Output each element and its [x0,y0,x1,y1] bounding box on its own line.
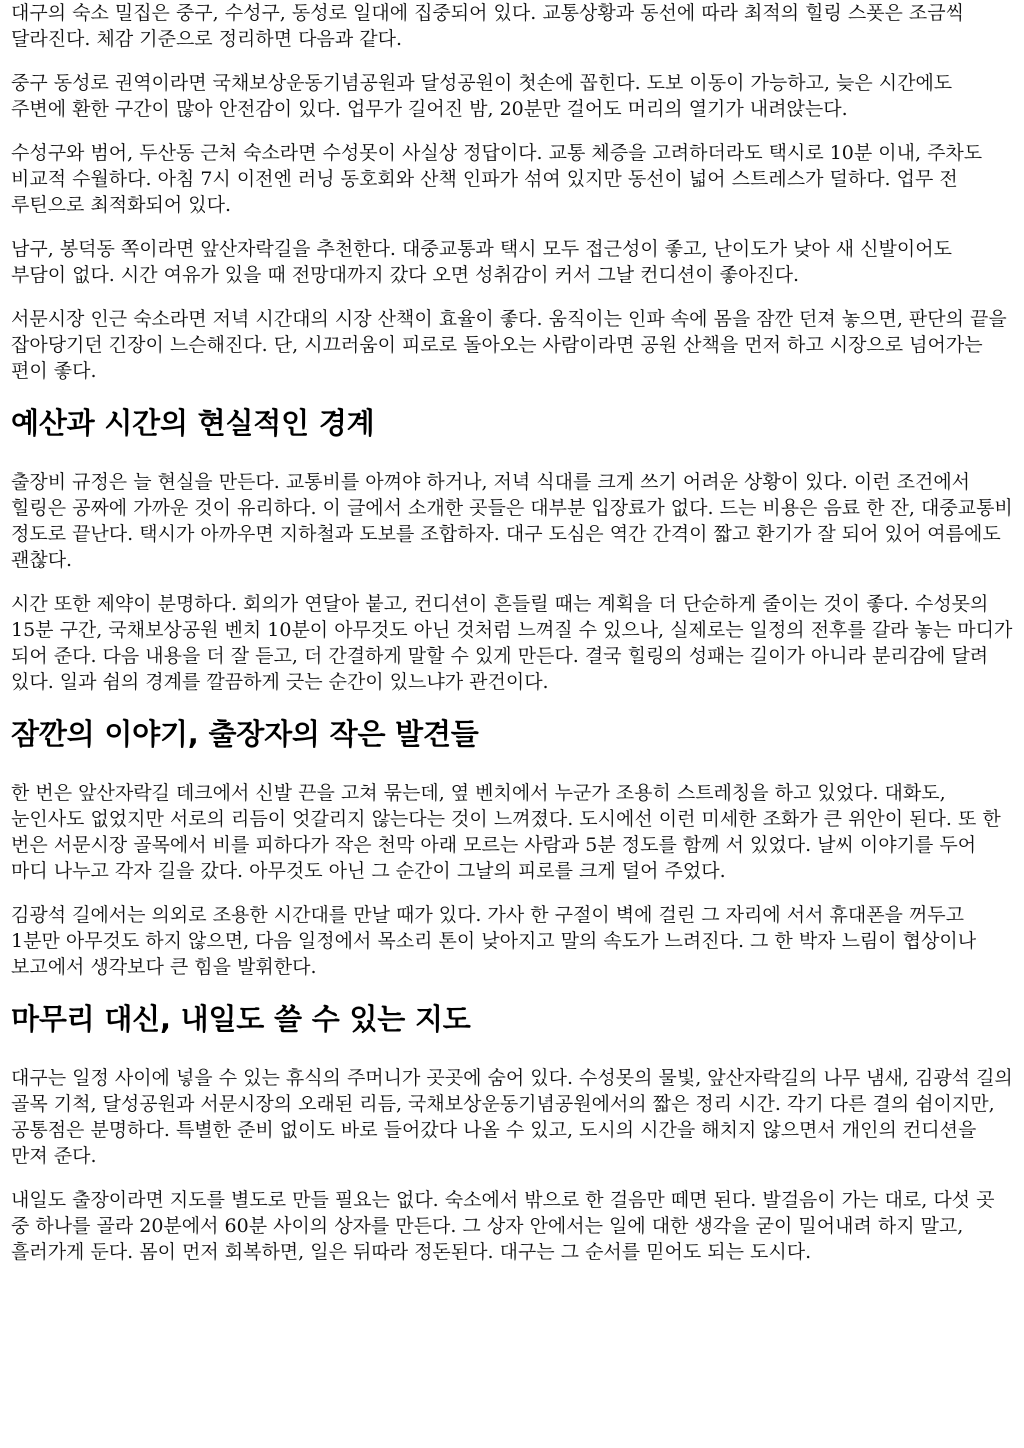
budget-paragraph-1: 출장비 규정은 늘 현실을 만든다. 교통비를 아껴야 하거나, 저녁 식대를 크게 쓰기 어려운 상황이 있다. 이런 조건에서 힐링은 공짜에 가까운 것이 유리하다. 이 글에서 소개한 곳들은 대부분 입장료가 없다. 드는 비용은 음료 한 잔, 대중교통비 정도로 끝난다. 택시가 아까우면 지하철과 도보를 조합하자. 대구 도심은 역간 간격이 짧고 환기가 잘 되어 있어 여름에도 괜찮다. [11,471,1013,571]
discoveries-paragraph-2: 김광석 길에서는 의외로 조용한 시간대를 만날 때가 있다. 가사 한 구절이 벽에 걸린 그 자리에 서서 휴대폰을 꺼두고 1분만 아무것도 하지 않으면, 다음 일정에서 목소리 톤이 낮아지고 말의 속도가 느려진다. 그 한 박자 느림이 협상이나 보고에서 생각보다 큰 힘을 발휘한다. [11,904,977,978]
discoveries-paragraph-1: 한 번은 앞산자락길 데크에서 신발 끈을 고쳐 묶는데, 옆 벤치에서 누군가 조용히 스트레칭을 하고 있었다. 대화도, 눈인사도 없었지만 서로의 리듬이 엇갈리지 않는다는 것이 느껴졌다. 도시에선 이런 미세한 조화가 큰 위안이 된다. 또 한 번은 서문시장 골목에서 비를 피하다가 작은 천막 아래 모르는 사람과 5분 정도를 함께 서 있었다. 날씨 이야기를 두어 마디 나누고 각자 길을 갔다. 아무것도 아닌 그 순간이 그날의 피로를 크게 덜어 주었다. [11,782,1001,882]
intro-paragraph-4: 남구, 봉덕동 쪽이라면 앞산자락길을 추천한다. 대중교통과 택시 모두 접근성이 좋고, 난이도가 낮아 새 신발이어도 부담이 없다. 시간 여유가 있을 때 전망대까지 갔다 오면 성취감이 커서 그날 컨디션이 좋아진다. [11,238,952,286]
section-heading-closing-map: 마무리 대신, 내일도 쓸 수 있는 지도 [11,1002,471,1036]
intro-paragraph-5: 서문시장 인근 숙소라면 저녁 시간대의 시장 산책이 효율이 좋다. 움직이는 인파 속에 몸을 잠깐 던져 놓으면, 판단의 끝을 잡아당기던 긴장이 느슨해진다. 단, 시끄러움이 피로로 돌아오는 사람이라면 공원 산책을 먼저 하고 시장으로 넘어가는 편이 좋다. [11,308,1007,382]
intro-paragraph-1: 대구의 숙소 밀집은 중구, 수성구, 동성로 일대에 집중되어 있다. 교통상황과 동선에 따라 최적의 힐링 스폿은 조금씩 달라진다. 체감 기준으로 정리하면 다음과 같다. [11,2,964,50]
intro-paragraph-3: 수성구와 범어, 두산동 근처 숙소라면 수성못이 사실상 정답이다. 교통 체증을 고려하더라도 택시로 10분 이내, 주차도 비교적 수월하다. 아침 7시 이전엔 러닝 동호회와 산책 인파가 섞여 있지만 동선이 넓어 스트레스가 덜하다. 업무 전 루틴으로 최적화되어 있다. [11,142,983,216]
article-body [11,0,1013,1283]
section-heading-budget-time: 예산과 시간의 현실적인 경계 [11,406,375,440]
section-heading-small-discoveries: 잠깐의 이야기, 출장자의 작은 발견들 [11,717,479,751]
budget-paragraph-2: 시간 또한 제약이 분명하다. 회의가 연달아 붙고, 컨디션이 흔들릴 때는 계획을 더 단순하게 줄이는 것이 좋다. 수성못의 15분 구간, 국채보상공원 벤치 10분이 아무것도 아닌 것처럼 느껴질 수 있으나, 실제로는 일정의 전후를 갈라 놓는 마디가 되어 준다. 다음 내용을 더 잘 듣고, 더 간결하게 말할 수 있게 만든다. 결국 힐링의 성패는 길이가 아니라 분리감에 달려 있다. 일과 쉼의 경계를 깔끔하게 긋는 순간이 있느냐가 관건이다. [11,593,1013,693]
closing-paragraph-1: 대구는 일정 사이에 넣을 수 있는 휴식의 주머니가 곳곳에 숨어 있다. 수성못의 물빛, 앞산자락길의 나무 냄새, 김광석 길의 골목 기척, 달성공원과 서문시장의 오래된 리듬, 국채보상운동기념공원에서의 짧은 정리 시간. 각기 다른 결의 쉼이지만, 공통점은 분명하다. 특별한 준비 없이도 바로 들어갔다 나올 수 있고, 도시의 시간을 해치지 않으면서 개인의 컨디션을 만져 준다. [11,1067,1013,1167]
closing-paragraph-2: 내일도 출장이라면 지도를 별도로 만들 필요는 없다. 숙소에서 밖으로 한 걸음만 떼면 된다. 발걸음이 가는 대로, 다섯 곳 중 하나를 골라 20분에서 60분 사이의 상자를 만든다. 그 상자 안에서는 일에 대한 생각을 굳이 밀어내려 하지 말고, 흘러가게 둔다. 몸이 먼저 회복하면, 일은 뒤따라 정돈된다. 대구는 그 순서를 믿어도 되는 도시다. [11,1189,995,1263]
intro-paragraph-2: 중구 동성로 권역이라면 국채보상운동기념공원과 달성공원이 첫손에 꼽힌다. 도보 이동이 가능하고, 늦은 시간에도 주변에 환한 구간이 많아 안전감이 있다. 업무가 길어진 밤, 20분만 걸어도 머리의 열기가 내려앉는다. [11,72,953,120]
